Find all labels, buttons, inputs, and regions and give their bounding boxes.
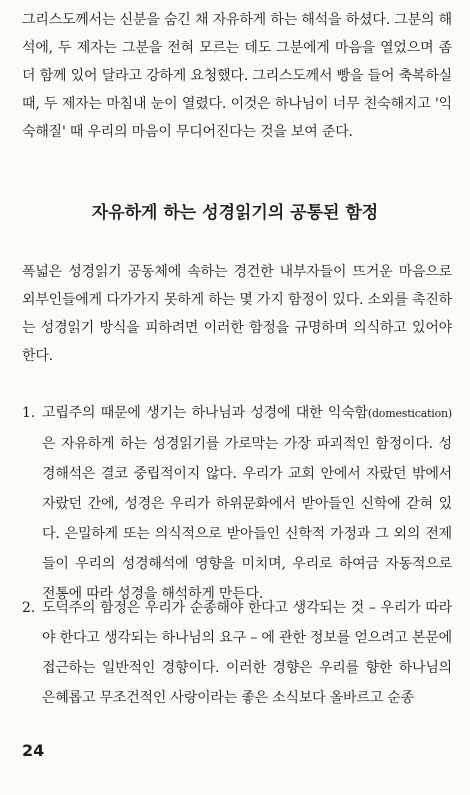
page-number: 24	[22, 741, 45, 760]
list-number: 2.	[22, 600, 36, 616]
body-paragraph: 폭넓은 성경읽기 공동체에 속하는 경건한 내부자들이 뜨거운 마음으로 외부인들에게 다가가지 못하게 하는 몇 가지 함정이 있다. 소외를 촉진하는 성경읽기 방식을 피하려면 이러한 함정을 규명하며 의식하고 있어야 한다.	[22, 264, 452, 364]
list-text: 도덕주의 함정은 우리가 순종해야 한다고 생각되는 것 – 우리가 따라야 한다고 생각되는 하나님의 요구 – 에 관한 정보를 얻으려고 본문에 접근하는 일반적인 경향이다. 이러한 경향은 우리를 향한 하나님의 은혜롭고 무조건적인 사랑이라는 좋은 소식보다 올바르고 순종	[42, 600, 452, 706]
section-heading: 자유하게 하는 성경읽기의 공통된 함정	[91, 203, 379, 223]
domestication-note: (domestication)	[367, 407, 452, 420]
list-item	[22, 593, 452, 713]
list-number: 1.	[22, 405, 36, 421]
intro-paragraph: 그리스도께서는 신분을 숨긴 채 자유하게 하는 해석을 하셨다. 그분의 해석에, 두 제자는 그분을 전혀 모르는 데도 그분에게 마음을 열었으며 좀 더 함께 있어 달라고 강하게 요청했다. 그리스도께서 빵을 들어 축복하실 때, 두 제자는 마침내 눈이 열렸다. 이것은 하나님이 너무 친숙해지고 '익숙해질' 때 우리의 마음이 무디어진다는 것을 보여 준다.	[22, 12, 452, 140]
list-text: 고립주의 때문에 생기는 하나님과 성경에 대한 익숙함(domestication)은 자유하게 하는 성경읽기를 가로막는 가장 파괴적인 함정이다. 성경해석은 결코 중립적이지 않다. 우리가 교회 안에서 자랐던 밖에서 자랐던 간에, 성경은 우리가 하위문화에서 받아들인 신학에 갇혀 있다. 은밀하게 또는 의식적으로 받아들인 신학적 가정과 그 외의 전제들이 우리의 성경해석에 영향을 미치며, 우리로 하여금 자동적으로 전통에 따라 성경을 해석하게 만든다.	[42, 405, 452, 602]
list-item	[22, 398, 452, 609]
